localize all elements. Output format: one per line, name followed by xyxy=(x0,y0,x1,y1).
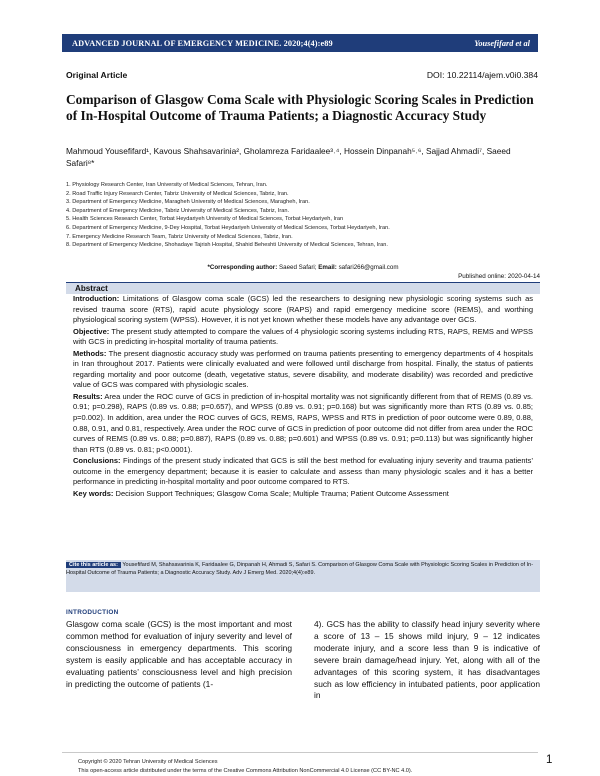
affiliation-item: 7. Emergency Medicine Research Team, Tabriz University of Medical Sciences, Tabriz, Iran. xyxy=(66,233,293,240)
introduction-column-right: 4). GCS has the ability to classify head injury severity where a score of 13 – 15 shows mild injury, 9 – 12 indicates moderate injury, and a score less than 9 is indicative of severe brain damage/head injury. Yet, along with all of the advantages of this scoring system, it has disadvantages such as low efficiency in intubated patients, poor application in xyxy=(314,619,540,701)
abstract-label: Conclusions: xyxy=(73,456,121,466)
abstract-heading-bar xyxy=(66,282,540,294)
abstract-objective xyxy=(73,327,533,348)
email-label: Email: xyxy=(318,264,337,271)
introduction-heading: INTRODUCTION xyxy=(66,609,119,616)
affiliation-item: 4. Department of Emergency Medicine, Tabriz University of Medical Sciences, Tabriz, Iran. xyxy=(66,207,290,214)
affiliation-list xyxy=(66,181,540,250)
abstract-text: Limitations of Glasgow coma scale (GCS) led the researchers to designing new physiologic scoring systems such as revised trauma score (RTS), rapid acute physiology score (RAPS) and rapid emergency medicine score (REMS), and worthing physiological scoring system (WPSS). However, it is not yet known whether these models have any advantage over GCS. xyxy=(73,294,533,325)
page-number: 1 xyxy=(546,754,553,766)
abstract-text: The present study attempted to compare the values of 4 physiologic scoring systems including RTS, RAPS, REMS and WPSS with GCS in predicting in-hospital mortality of trauma patients. xyxy=(73,326,533,347)
citation-box xyxy=(66,560,540,592)
journal-name: ADVANCED JOURNAL OF EMERGENCY MEDICINE. 2020;4(4):e89 xyxy=(72,38,333,48)
abstract-label: Methods: xyxy=(73,348,107,358)
abstract-keywords xyxy=(73,489,533,500)
affiliation-item: 1. Physiology Research Center, Iran University of Medical Sciences, Tehran, Iran. xyxy=(66,182,268,188)
affiliation-item: 2. Road Traffic Injury Research Center, Tabriz University of Medical Sciences, Tabriz, Iran. xyxy=(66,190,289,197)
abstract-body xyxy=(73,294,533,500)
abstract-text: Decision Support Techniques; Glasgow Coma Scale; Multiple Trauma; Patient Outcome Assessment xyxy=(115,488,449,498)
abstract-label: Results: xyxy=(73,391,103,401)
affiliation-item: 8. Department of Emergency Medicine, Shohadaye Tajrish Hospital, Shahid Beheshti University of Medical Sciences, Tehran, Iran. xyxy=(66,242,388,249)
citation-text: Yousefifard M, Shahsavarinia K, Faridaalee G, Dinpanah H, Ahmadi S, Safari S. Comparison of Glasgow Coma Scale with Physiologic Scoring Scales in Prediction of In-Hospital Outcome of Trauma Patients; a Diagnostic Accuracy Study. Adv J Emerg Med. 2020;4(4):e89. xyxy=(66,562,534,577)
abstract-methods xyxy=(73,349,533,391)
article-title: Comparison of Glasgow Coma Scale with Physiologic Scoring Scales in Prediction of In-Hospital Outcome of Trauma Patients; a Diagnostic Accuracy Study xyxy=(66,92,534,123)
affiliation-item: 6. Department of Emergency Medicine, 9-Dey Hospital, Torbat Heydariyeh University of Medical Sciences, Torbat Heydariyeh, Iran. xyxy=(66,224,390,231)
abstract-label: Objective: xyxy=(73,326,110,336)
article-type: Original Article xyxy=(66,70,128,80)
abstract-text: The present diagnostic accuracy study was performed on trauma patients presenting to emergency departments of 4 hospitals in Iran throughout 2017. Patients were clinically evaluated and were followed until discharge from hospital. Finally, the status of patients regarding mortality and poor outcome (death, vegetative status, severe disability, and moderate disability) was recorded and predictive value of GCS was compared with physiologic scales. xyxy=(73,348,533,390)
citation-label: Cite this article as: xyxy=(66,562,121,568)
abstract-text: Area under the ROC curve of GCS in prediction of in-hospital mortality was not significantly different from that of REMS (0.89 vs. 0.91; p=0.298), RAPS (0.89 vs. 0.88; p=0.657), and WPSS (0.89 vs. 0.91; p=0.168) but was significantly more than RTS (0.89 vs. 0.85; p=0.002). In addition, area under the ROC curves of GCS, REMS, RAPS, WPSS and RTS in prediction of poor outcome were 0.89, 0.88, 0.88, 0.91, and 0.81, respectively. Area under the ROC curve of GCS in prediction of poor outcome did not differ from area under the ROC curves of REMS (0.89 vs. 0.88; p=0.887), RAPS (0.89 vs. 0.88; p=0.601) and WPSS (0.89 vs. 0.91; p=0.113) but was significantly higher than RTS (0.89 vs. 0.81; p<0.0001). xyxy=(73,391,534,454)
affiliation-item: 3. Department of Emergency Medicine, Maragheh University of Medical Sciences, Maragheh, Iran. xyxy=(66,199,310,206)
running-author: Yousefifard et al xyxy=(474,38,530,48)
abstract-text: Findings of the present study indicated that GCS is still the best method for evaluating injury severity and trauma patients’ outcome in the emergency department; because it is easier to calculate and assess than many physiologic scales and it has a better performance in predicting in-hospital mortality and poor outcome compared to RTS. xyxy=(73,456,533,487)
corresponding-label: *Corresponding author: xyxy=(207,264,278,271)
copyright-notice: Copyright © 2020 Tehran University of Medical Sciences xyxy=(78,759,218,765)
license-notice: This open-access article distributed under the terms of the Creative Commons Attribution NonCommercial 4.0 License (CC BY-NC 4.0). xyxy=(78,768,413,774)
affiliation-item: 5. Health Sciences Research Center, Torbat Heydariyeh University of Medical Sciences, Torbat Heydariyeh, Iran xyxy=(66,216,344,223)
journal-header-bar xyxy=(62,34,538,52)
introduction-column-left: Glasgow coma scale (GCS) is the most important and most common method for evaluation of injury severity and level of consciousness in emergency departments. This scoring system is easily applicable and has acceptable accuracy in evaluating patients’ consciousness level and high precision in predicting the outcome of patients (1- xyxy=(66,619,292,689)
abstract-heading: Abstract xyxy=(75,284,108,293)
abstract-conclusions xyxy=(73,456,533,488)
abstract-introduction xyxy=(73,294,533,326)
page-footer xyxy=(78,758,412,776)
doi-link[interactable]: DOI: 10.22114/ajem.v0i0.384 xyxy=(426,70,538,80)
published-date: Published online: 2020-04-14 xyxy=(458,273,540,280)
abstract-label: Key words: xyxy=(73,488,114,498)
article-meta xyxy=(66,70,538,80)
footer-divider xyxy=(62,752,538,753)
abstract-label: Introduction: xyxy=(73,294,120,303)
corresponding-author xyxy=(66,264,540,271)
corresponding-name: Saeed Safari; xyxy=(279,264,317,271)
email-link[interactable]: safari266@gmail.com xyxy=(338,264,399,271)
author-list: Mahmoud Yousefifard¹, Kavous Shahsavarinia², Gholamreza Faridaalee³˒⁴, Hossein Dinpanah⁵˒⁶, Sajjad Ahmadi⁷, Saeed Safari⁸* xyxy=(66,146,511,169)
abstract-results xyxy=(73,392,533,456)
